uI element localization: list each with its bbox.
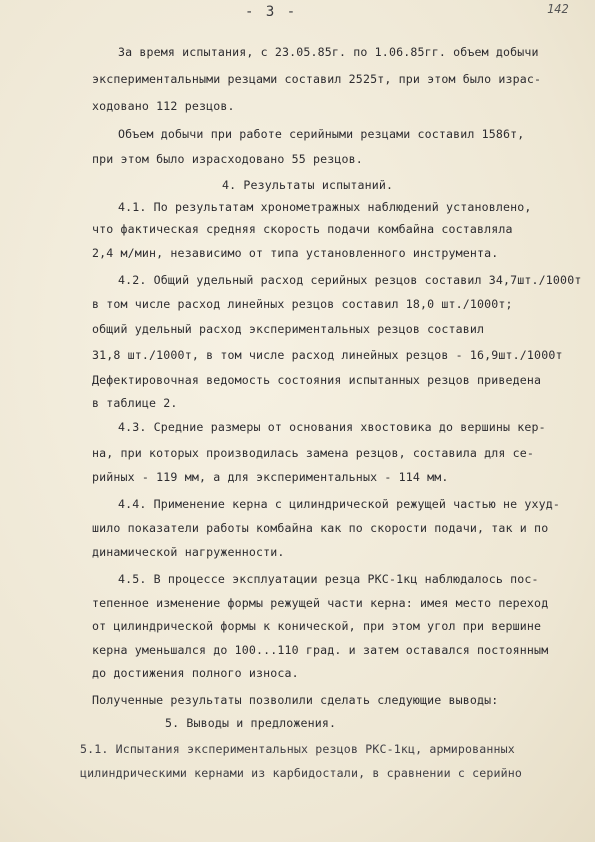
text-line: при этом было израсходовано 55 резцов. — [92, 152, 363, 166]
text-line: Объем добычи при работе серийными резцами составил 1586т, — [118, 127, 525, 141]
text-line: Полученные результаты позволили сделать следующие выводы: — [92, 693, 499, 707]
text-line: на, при которых производилась замена резцов, составила для се- — [92, 446, 535, 460]
text-line: цилиндрическими кернами из карбидостали, в сравнении с серийно — [80, 766, 523, 780]
text-line: керна уменьшался до 100...110 град. и затем оставался постоянным — [92, 643, 549, 657]
text-line: 4.2. Общий удельный расход серийных резцов составил 34,7шт./1000т — [118, 273, 582, 287]
text-line: 4.1. По результатам хронометражных наблюдений установлено, — [118, 200, 532, 214]
text-line: Дефектировочная ведомость состояния испытанных резцов приведена — [92, 373, 542, 387]
text-line: общий удельный расход экспериментальных резцов составил — [92, 322, 485, 336]
text-line: что фактическая средняя скорость подачи комбайна составляла — [92, 222, 513, 236]
text-line: в таблице 2. — [92, 396, 178, 410]
text-line: до достижения полного износа. — [92, 666, 299, 680]
text-line: 4.5. В процессе эксплуатации резца РКС-1кц наблюдалось пос- — [118, 572, 539, 586]
text-line: 2,4 м/мин, независимо от типа установленного инструмента. — [92, 246, 499, 260]
text-line: от цилиндрической формы к конической, при этом угол при вершине — [92, 619, 542, 633]
page-number: - 3 - — [245, 4, 298, 20]
text-line: шило показатели работы комбайна как по скорости подачи, так и по — [92, 521, 549, 535]
text-line: 31,8 шт./1000т, в том числе расход линейных резцов - 16,9шт./1000т — [92, 348, 563, 362]
text-line: рийных - 119 мм, а для экспериментальных - 114 мм. — [92, 470, 449, 484]
sheet-number: 142 — [547, 2, 569, 16]
text-line: экспериментальными резцами составил 2525т, при этом было израс- — [92, 72, 542, 86]
section-heading: 4. Результаты испытаний. — [222, 178, 394, 192]
section-heading: 5. Выводы и предложения. — [165, 716, 337, 730]
text-line: тепенное изменение формы режущей части керна: имея место переход — [92, 596, 549, 610]
text-line: 4.3. Средние размеры от основания хвостовика до вершины кер- — [118, 420, 546, 434]
text-line: динамической нагруженности. — [92, 545, 285, 559]
text-line: в том числе расход линейных резцов составил 18,0 шт./1000т; — [92, 297, 513, 311]
text-line: 5.1. Испытания экспериментальных резцов РКС-1кц, армированных — [80, 742, 515, 756]
text-line: ходовано 112 резцов. — [92, 99, 235, 113]
text-line: За время испытания, с 23.05.85г. по 1.06.85гг. объем добычи — [118, 45, 539, 59]
text-line: 4.4. Применение керна с цилиндрической режущей частью не ухуд- — [118, 497, 561, 511]
